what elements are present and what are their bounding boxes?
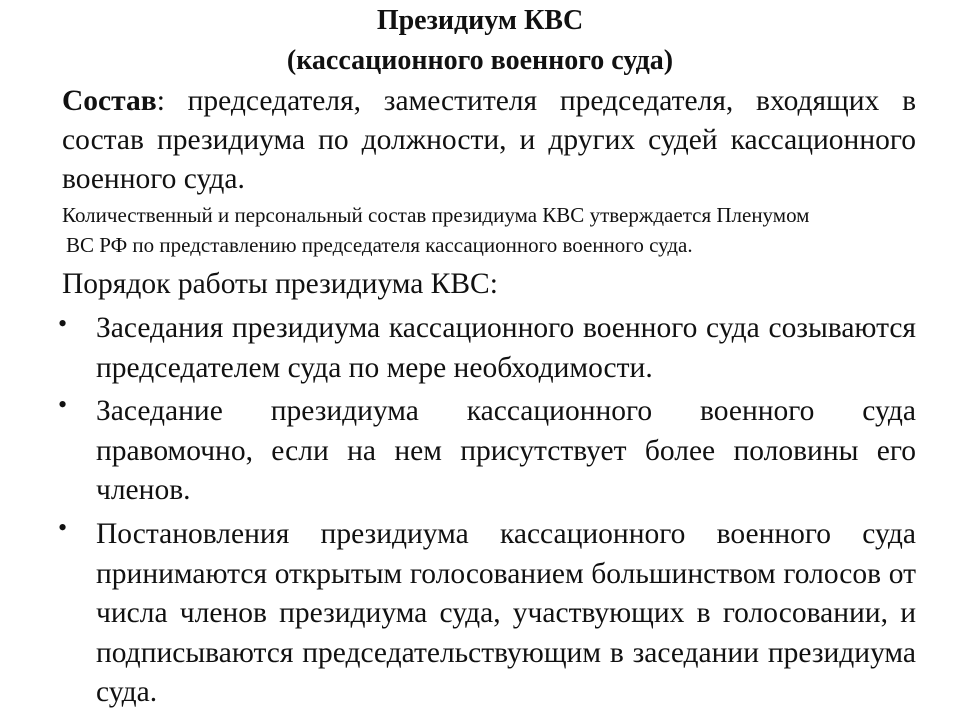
slide-title: Президиум КВС: [376, 5, 584, 36]
composition-text: : председателя, заместителя председателя, входящих в состав президиума по должности, и других судей кассационного военного суда.: [62, 85, 916, 195]
bullet-marker: •: [58, 513, 68, 542]
bullet-item-3: Постановления президиума кассационного военного суда принимаются открытым голосованием большинством голосов от числа членов президиума суда, участвующих в голосовании, и подписываются председательствующим в заседании президиума суда.: [96, 518, 916, 708]
note-line-2: ВС РФ по представлению председателя кассационного военного суда.: [66, 233, 693, 257]
composition-lead: Состав: [62, 85, 157, 117]
bullet-marker: •: [58, 309, 68, 338]
bullet-marker: •: [58, 390, 68, 419]
bullet-item-2: Заседание президиума кассационного военного суда правомочно, если на нем присутствует более половины его членов.: [96, 395, 916, 506]
composition-paragraph: [62, 82, 916, 199]
note-line-1: Количественный и персональный состав президиума КВС утверждается Пленумом: [62, 203, 810, 227]
bullet-item-1: Заседания президиума кассационного военного суда созываются председателем суда по мере необходимости.: [96, 312, 916, 384]
procedure-heading: Порядок работы президиума КВС:: [62, 268, 498, 300]
slide-subtitle: (кассационного военного суда): [286, 45, 674, 76]
